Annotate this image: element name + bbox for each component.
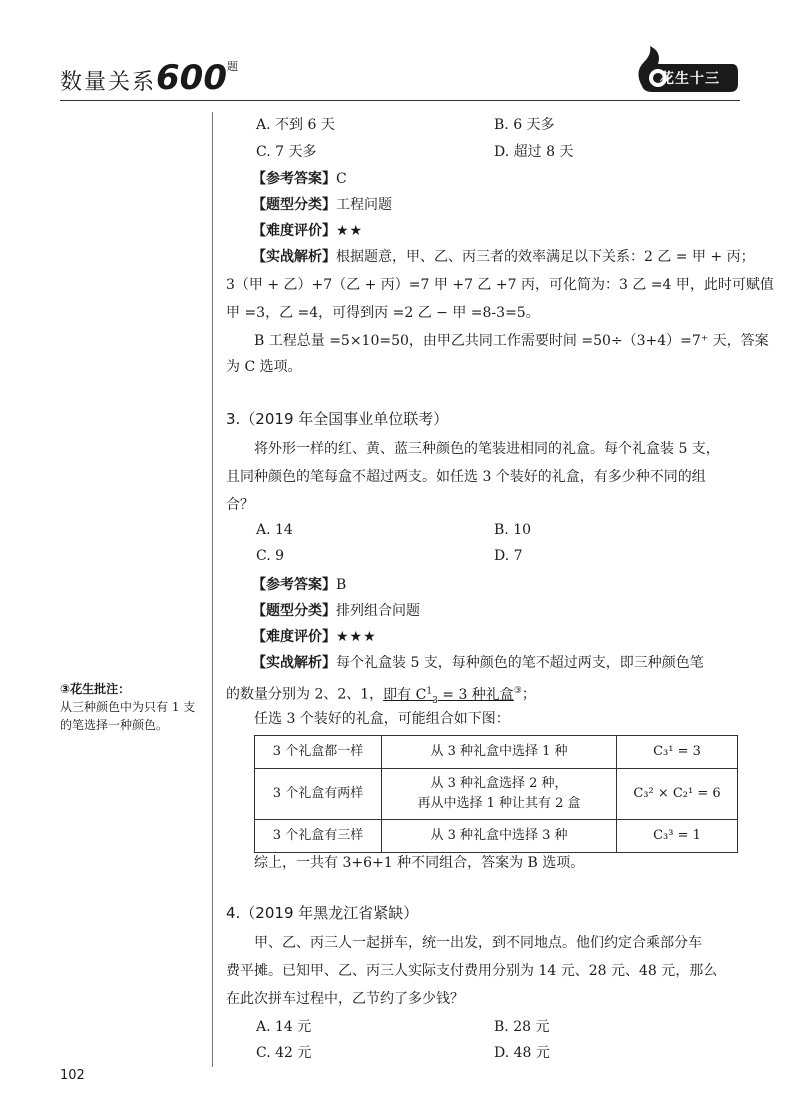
q3-difficulty <box>252 626 377 648</box>
q3-difficulty-label: 【难度评价】 <box>252 629 336 645</box>
table-cell-formula: C₃¹ = 3 <box>617 736 738 769</box>
table-row <box>255 736 738 769</box>
logo-text: 花生十三 <box>660 71 720 87</box>
book-title-prefix: 数量关系 <box>60 70 157 95</box>
q4-stem-line-1: 甲、乙、丙三人一起拼车，统一出发，到不同地点。他们约定合乘部分车 <box>254 935 702 951</box>
q3-combination-sup: 1 <box>426 686 433 696</box>
q3-analysis-text-1: 每个礼盒装 5 支，每种颜色的笔不超过两支，即三种颜色笔 <box>336 655 704 671</box>
q2-analysis-line-3: 甲 =3，乙 =4，可得到丙 =2 乙 − 甲 =8-3=5。 <box>226 305 540 321</box>
q3-summary: 综上，一共有 3+6+1 种不同组合，答案为 B 选项。 <box>254 855 585 871</box>
q3-type-value: 排列组合问题 <box>336 603 420 619</box>
q3-option-d: D. 7 <box>494 548 523 564</box>
q3-answer-label: 【参考答案】 <box>252 577 336 593</box>
q3-analysis-line-3: 任选 3 个装好的礼盒，可能组合如下图： <box>254 711 510 727</box>
q3-analysis-text-2b: 即有 C <box>383 686 427 703</box>
table-cell-method: 从 3 种礼盒中选择 3 种 <box>382 820 617 853</box>
sidebar-note-line-2: 的笔选择一种颜色。 <box>60 718 169 732</box>
q3-analysis-text-2-end: ； <box>521 686 536 703</box>
q3-stem-line-1: 将外形一样的红、黄、蓝三种颜色的笔装进相同的礼盒。每个礼盒装 5 支， <box>254 441 720 457</box>
q3-type <box>252 600 420 622</box>
q2-analysis-text-1: 根据题意，甲、乙、丙三者的效率满足以下关系：2 乙 = 甲 + 丙； <box>336 249 755 265</box>
table-row <box>255 769 738 820</box>
q3-analysis-text-2c: = 3 种礼盒 <box>437 686 514 703</box>
q2-difficulty <box>252 220 363 242</box>
q2-analysis-line-5: 为 C 选项。 <box>226 359 302 375</box>
table-cell-formula: C₃² × C₂¹ = 6 <box>617 769 738 820</box>
book-title <box>60 58 240 98</box>
q2-analysis-line-1 <box>252 246 755 268</box>
table-cell-method-line-1: 从 3 种礼盒选择 2 种， <box>430 776 568 791</box>
book-title-suffix: 题 <box>227 60 240 73</box>
q3-analysis-line-2 <box>226 680 536 711</box>
q2-answer <box>252 168 347 190</box>
combination-table <box>254 735 738 853</box>
q3-difficulty-stars: ★★★ <box>336 629 377 645</box>
book-title-number: 600 <box>156 58 227 98</box>
table-cell-method <box>382 769 617 820</box>
q2-option-a: A. 不到 6 天 <box>256 117 335 133</box>
page-number: 102 <box>60 1068 85 1083</box>
q2-answer-value: C <box>336 171 347 187</box>
q2-type <box>252 194 392 216</box>
q4-option-a: A. 14 元 <box>256 1019 312 1035</box>
q3-stem-line-3: 合？ <box>226 497 254 513</box>
q3-analysis-label: 【实战解析】 <box>252 655 336 671</box>
q3-stem-line-2: 且同种颜色的笔每盒不超过两支。如任选 3 个装好的礼盒，有多少种不同的组 <box>226 469 706 485</box>
table-cell-case: 3 个礼盒有三样 <box>255 820 382 853</box>
q3-analysis-highlight <box>383 686 514 706</box>
margin-rule <box>212 112 213 1067</box>
table-cell-formula: C₃³ = 1 <box>617 820 738 853</box>
q2-analysis-line-4: B 工程总量 =5×10=50，由甲乙共同工作需要时间 =50÷（3+4）=7⁺ 天，答案 <box>254 333 769 349</box>
q2-answer-label: 【参考答案】 <box>252 171 336 187</box>
sidebar-note-title: ③花生批注： <box>60 682 131 696</box>
table-cell-case: 3 个礼盒有两样 <box>255 769 382 820</box>
sidebar-note-line-1: 从三种颜色中为只有 1 支 <box>60 700 196 714</box>
q3-analysis-line-1 <box>252 652 704 674</box>
q2-type-value: 工程问题 <box>336 197 392 213</box>
q3-type-label: 【题型分类】 <box>252 603 336 619</box>
q3-answer-value: B <box>336 577 347 593</box>
table-cell-case: 3 个礼盒都一样 <box>255 736 382 769</box>
table-row <box>255 820 738 853</box>
q2-difficulty-stars: ★★ <box>336 223 364 239</box>
q2-option-d: D. 超过 8 天 <box>494 144 574 160</box>
table-cell-method-line-2: 再从中选择 1 种让其有 2 盒 <box>417 796 581 811</box>
q3-answer <box>252 574 346 596</box>
q4-heading: 4.（2019 年黑龙江省紧缺） <box>226 904 419 922</box>
q2-option-c: C. 7 天多 <box>256 144 317 160</box>
q2-option-b: B. 6 天多 <box>494 117 555 133</box>
q2-difficulty-label: 【难度评价】 <box>252 223 336 239</box>
q2-type-label: 【题型分类】 <box>252 197 336 213</box>
q4-option-d: D. 48 元 <box>494 1045 550 1061</box>
q2-analysis-line-2: 3（甲 + 乙）+7（乙 + 丙）=7 甲 +7 乙 +7 丙，可化简为：3 乙 =4 甲，此时可赋值 <box>226 277 774 293</box>
q3-note-marker: ③ <box>513 686 522 696</box>
header-divider <box>60 100 740 101</box>
q4-stem-line-2: 费平摊。已知甲、乙、丙三人实际支付费用分别为 14 元、28 元、48 元，那么 <box>226 963 718 979</box>
q4-stem-line-3: 在此次拼车过程中，乙节约了多少钱？ <box>226 991 464 1007</box>
q2-analysis-label: 【实战解析】 <box>252 249 336 265</box>
q3-option-b: B. 10 <box>494 522 532 538</box>
q3-option-a: A. 14 <box>256 522 293 538</box>
q3-analysis-text-2a: 的数量分别为 2、2、1， <box>226 686 384 703</box>
q3-option-c: C. 9 <box>256 548 285 564</box>
q4-option-b: B. 28 元 <box>494 1019 550 1035</box>
q4-option-c: C. 42 元 <box>256 1045 312 1061</box>
q3-combination-sub: 3 <box>432 695 438 706</box>
table-cell-method: 从 3 种礼盒中选择 1 种 <box>382 736 617 769</box>
q3-heading: 3.（2019 年全国事业单位联考） <box>226 410 449 428</box>
